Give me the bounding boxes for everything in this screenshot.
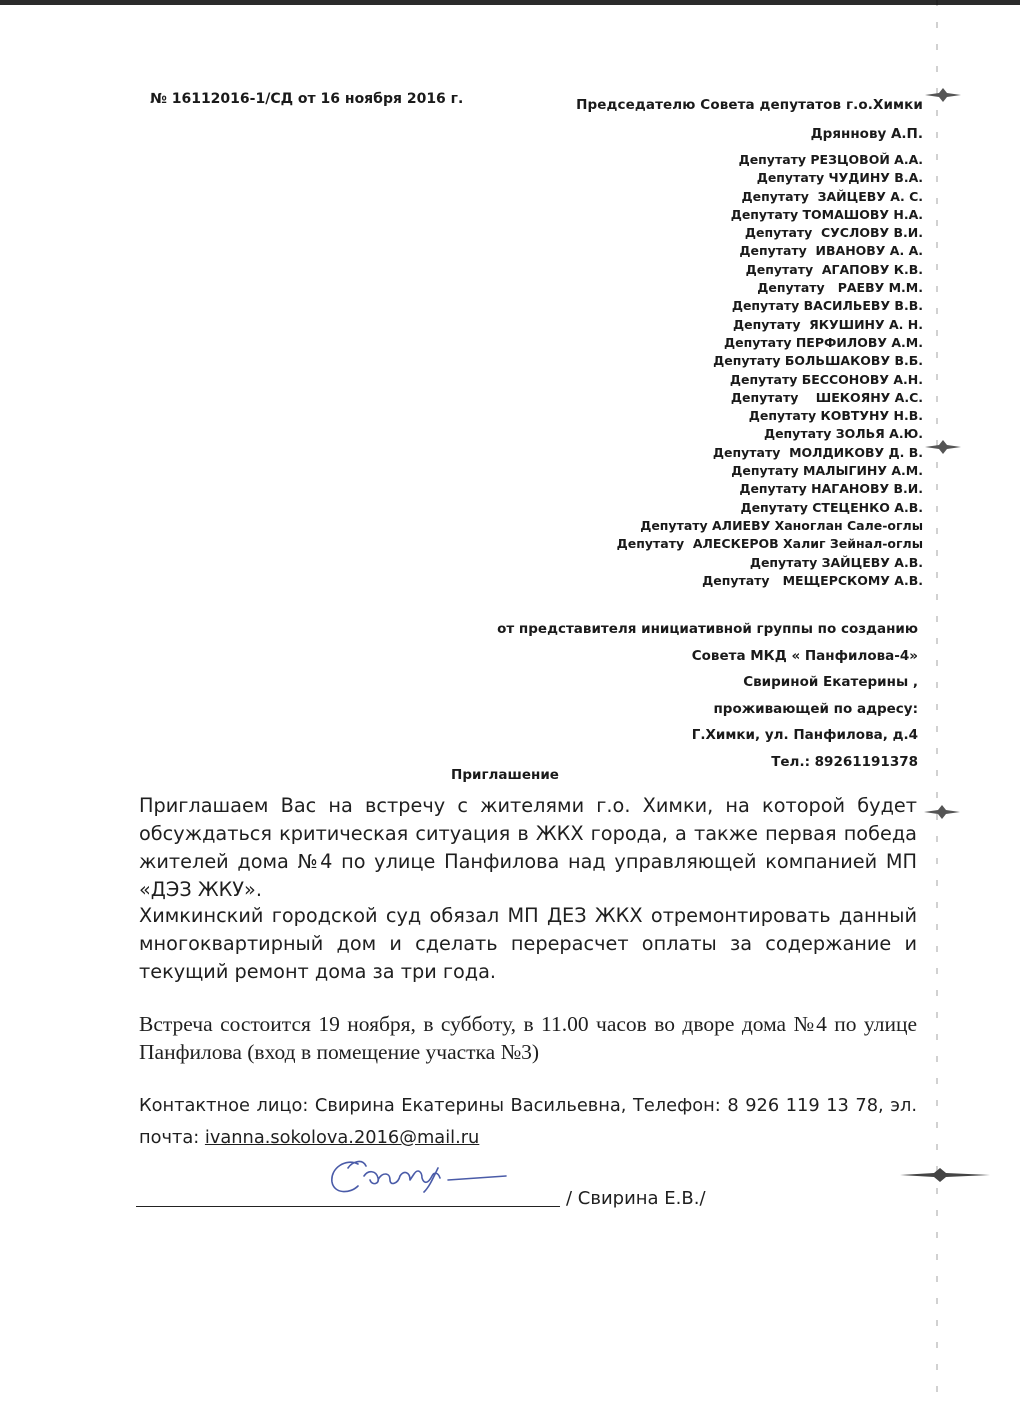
addressee-deputy: Депутату АЛЕСКЕРОВ Халиг Зейнал-оглы [616, 536, 923, 552]
addressee-deputy: Депутату МАЛЫГИНУ А.М. [731, 463, 923, 479]
contact-text: Контактное лицо: Свирина Екатерины Васильевна, Телефон: 8 926 119 13 78, эл. почта: [139, 1095, 917, 1148]
sender-block [497, 616, 918, 775]
addressee-deputy: Депутату ЗАЙЦЕВУ А. С. [741, 188, 923, 204]
addressee-deputy: Депутату ШЕКОЯНУ А.С. [730, 389, 923, 405]
contact-info [139, 1090, 917, 1154]
addressee-deputy: Депутату СТЕЦЕНКО А.В. [740, 499, 923, 515]
addressee-deputy: Депутату ИВАНОВУ А. А. [739, 243, 923, 259]
court-decision-paragraph: Химкинский городской суд обязал МП ДЕЗ ЖКХ отремонтировать данный многоквартирный дом и сделать перерасчет оплаты за содержание и текущий ремонт дома за три года. [139, 904, 917, 983]
punch-mark-icon [925, 88, 961, 102]
handwritten-signature [318, 1146, 518, 1206]
addressee-deputy: Депутату КОВТУНУ Н.В. [748, 408, 923, 424]
addressee-deputy: Депутату ПЕРФИЛОВУ А.М. [724, 334, 923, 350]
signatory-name: / Свирина Е.В./ [566, 1188, 706, 1209]
addressee-deputy: Депутату АГАПОВУ К.В. [745, 261, 923, 277]
invitation-paragraph: Приглашаем Вас на встречу с жителями г.о. Химки, на которой будет обсуждаться критическая ситуация в ЖКХ города, а также первая победа жителей дома №4 по улице Панфилова над управляющей компанией МП «ДЭЗ ЖКУ». [139, 794, 917, 901]
addressee-deputy: Депутату ЯКУШИНУ А. Н. [733, 316, 923, 332]
addressee-deputy: Депутату ЗАЙЦЕВУ А.В. [749, 554, 923, 570]
addressee-deputy: Депутату БЕССОНОВУ А.Н. [729, 371, 923, 387]
addressee-deputy: Депутату РЕЗЦОВОЙ А.А. [738, 152, 923, 167]
sender-line: Совета МКД « Панфилова-4» [691, 647, 918, 664]
punch-mark-icon [900, 1168, 990, 1182]
addressee-deputy: Депутату БОЛЬШАКОВУ В.Б. [713, 353, 923, 369]
addressee-deputy: Депутату ЗОЛЬЯ А.Ю. [763, 426, 923, 442]
addressee-chair: Председателю Совета депутатов г.о.Химки [576, 97, 923, 113]
addressee-chair-name: Дряннову А.П. [810, 126, 923, 142]
scan-edge-noise [936, 0, 938, 1403]
addressee-deputy: Депутату АЛИЕВУ Ханоглан Сале-оглы [640, 517, 923, 533]
sender-line: от представителя инициативной группы по созданию [497, 621, 918, 637]
addressee-deputy: Депутату МОЛДИКОВУ Д. В. [712, 444, 923, 460]
sender-phone: Тел.: 89261191378 [771, 753, 918, 770]
signature-line [136, 1206, 560, 1207]
sender-name: Свириной Екатерины , [743, 674, 918, 690]
addressee-deputy: Депутату СУСЛОВУ В.И. [744, 225, 923, 241]
addressee-deputy: Депутату ТОМАШОВУ Н.А. [730, 206, 923, 222]
addressee-deputy: Депутату МЕЩЕРСКОМУ А.В. [702, 572, 923, 588]
punch-mark-icon [924, 805, 960, 819]
addressee-deputy: Депутату РАЕВУ М.М. [757, 280, 923, 296]
document-number: № 16112016-1/СД от 16 ноября 2016 г. [150, 91, 464, 107]
punch-mark-icon [925, 440, 961, 454]
meeting-details-paragraph: Встреча состоится 19 ноября, в субботу, в 11.00 часов во дворе дома №4 по улице Панфилова (вход в помещение участка №3) [139, 1012, 917, 1064]
sender-line: проживающей по адресу: [713, 700, 918, 717]
sender-address: Г.Химки, ул. Панфилова, д.4 [691, 727, 918, 743]
addressee-block [576, 96, 923, 590]
email-link[interactable]: ivanna.sokolova.2016@mail.ru [204, 1127, 480, 1148]
addressee-deputy: Депутату ЧУДИНУ В.А. [756, 170, 923, 186]
addressee-deputy: Депутату ВАСИЛЬЕВУ В.В. [731, 298, 923, 314]
document-title-text: Приглашение [451, 767, 559, 783]
document-title [0, 767, 1020, 783]
scan-top-edge [0, 0, 1020, 5]
addressee-deputy: Депутату НАГАНОВУ В.И. [739, 481, 923, 497]
